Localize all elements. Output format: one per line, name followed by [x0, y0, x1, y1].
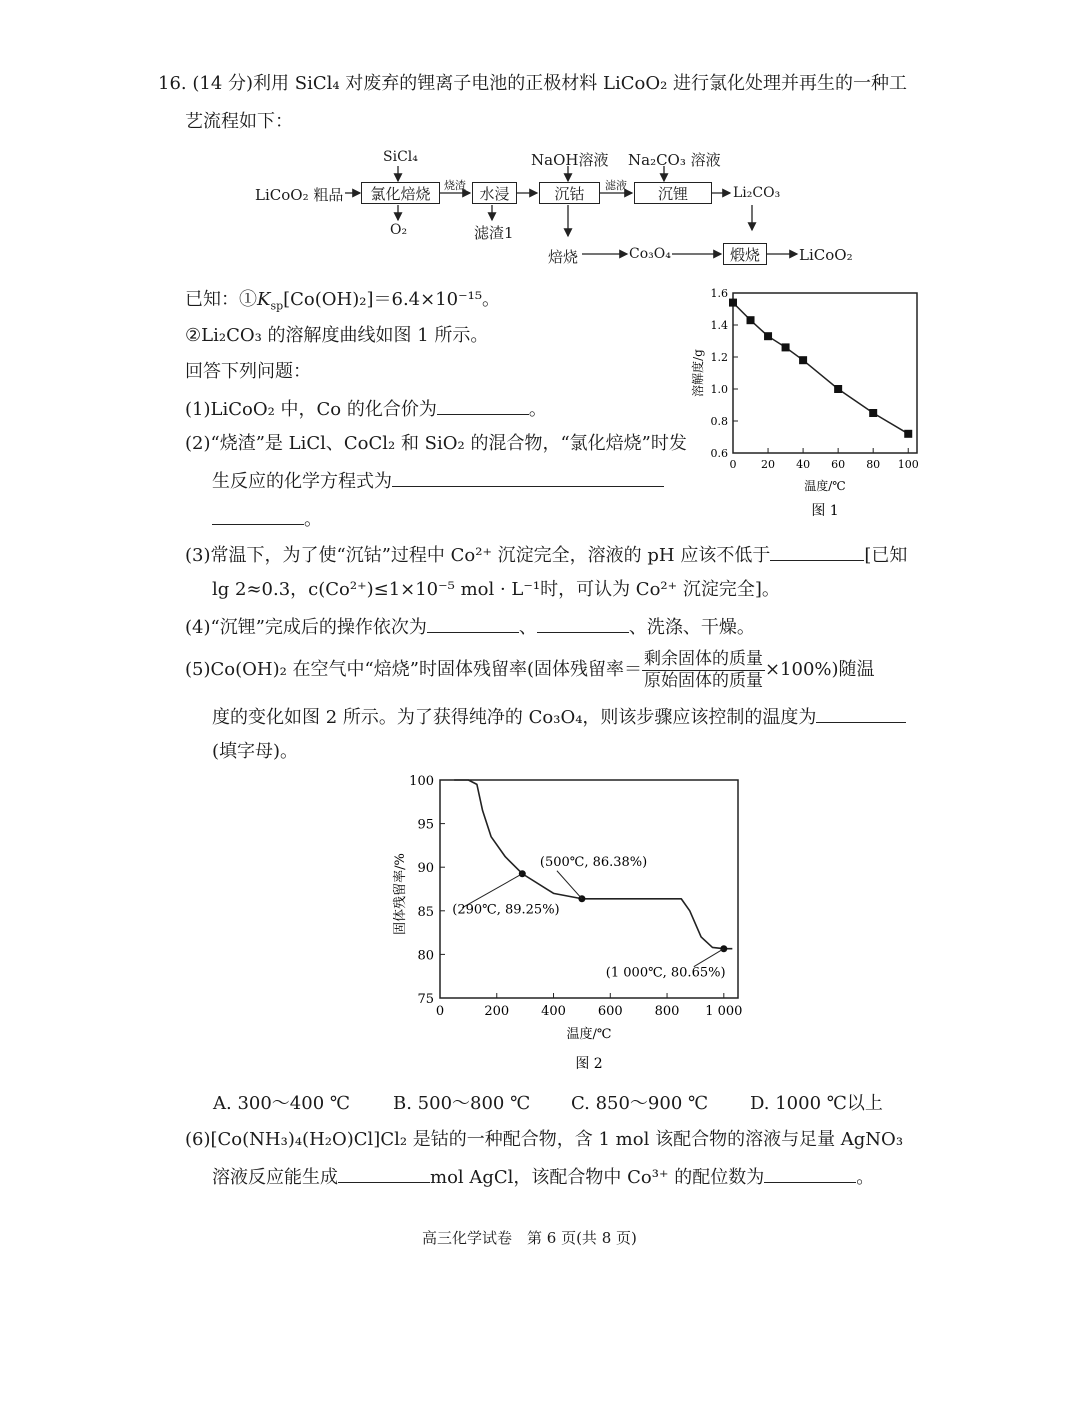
fig2-x-tick-label: 600: [597, 1004, 623, 1019]
fig2-x-tick-label: 400: [541, 1004, 566, 1019]
residue-rate-fraction: $\frac{\text{剩余固体的质量}}{\text{原始固体的质量}}$: [643, 648, 763, 691]
fig1-data-point: [799, 356, 807, 364]
fig1-y-tick-label: 1.4: [710, 319, 728, 332]
fig2-title: 图 2: [575, 1056, 603, 1072]
flow-start-material: LiCoO₂ 粗品: [255, 186, 344, 204]
question-4: (4)“沉锂”完成后的操作依次为 、 、洗涤、干燥。: [185, 614, 755, 640]
answer-blank-q1[interactable]: [437, 396, 529, 415]
fig1-x-tick-label: 40: [796, 458, 811, 471]
fig1-plot-frame: [733, 293, 917, 453]
question-5-line-1: (5)Co(OH)₂ 在空气中“焙烧”时固体残留率(固体残留率＝ $\frac{\text{剩余固体的质量}}{\text{原始固体的质量}}$ ×100%)随温: [185, 648, 875, 691]
fig2-x-tick-label: 0: [435, 1004, 445, 1019]
answer-blank-q4-a[interactable]: [427, 614, 519, 633]
question-16-line-1: 16. (14 分)利用 SiCl₄ 对废弃的锂离子电池的正极材料 LiCoO₂ 进行氯化处理并再生的一种工: [158, 73, 908, 94]
question-3-line-2: lg 2≈0.3，c(Co²⁺)≤1×10⁻⁵ mol · L⁻¹时，可认为 Co²⁺ 沉淀完全]。: [212, 579, 780, 600]
fig1-y-tick-label: 1.0: [710, 383, 728, 396]
fig1-title: 图 1: [811, 503, 839, 519]
answer-blank-q2-a[interactable]: [392, 468, 664, 487]
question-6-line-2: 溶液反应能生成 mol AgCl，该配合物中 Co³⁺ 的配位数为 。: [212, 1164, 874, 1190]
fig1-x-tick-label: 80: [866, 458, 881, 471]
flow-box-chlorination-roasting: 氯化焙烧: [361, 182, 440, 204]
question-5-line-2: 度的变化如图 2 所示。为了获得纯净的 Co₃O₄，则该步骤应该控制的温度为: [212, 704, 906, 730]
fig1-x-tick-label: 0: [729, 458, 737, 471]
option-c[interactable]: C. 850～900 ℃: [571, 1093, 709, 1114]
fig2-y-tick-label: 95: [417, 817, 434, 833]
fig1-data-point: [782, 343, 790, 351]
answer-blank-q5[interactable]: [816, 704, 906, 723]
fig1-x-axis-label: 温度/℃: [804, 479, 846, 493]
fig1-data-point: [729, 299, 737, 307]
flow-input-sicl4: SiCl₄: [383, 149, 418, 165]
flow-co3o4: Co₃O₄: [629, 246, 671, 262]
fig2-y-tick-label: 90: [417, 861, 434, 877]
answer-blank-q4-b[interactable]: [537, 614, 629, 633]
answer-blank-q6-b[interactable]: [764, 1164, 856, 1183]
question-2-line-3: 。: [212, 506, 322, 532]
known-condition-2: ②Li₂CO₃ 的溶解度曲线如图 1 所示。: [185, 325, 489, 346]
flow-box-lithium-precipitation: 沉锂: [634, 182, 712, 204]
flow-input-na2co3: Na₂CO₃ 溶液: [628, 151, 721, 169]
answer-blank-q3[interactable]: [770, 542, 864, 561]
option-a[interactable]: A. 300～400 ℃: [213, 1093, 351, 1114]
flow-input-naoh: NaOH溶液: [531, 151, 609, 169]
fig2-annotation-label: (1 000℃, 80.65%): [605, 965, 726, 981]
flow-box-calcination: 煅烧: [723, 243, 767, 265]
fig1-data-point: [764, 332, 772, 340]
fig2-y-axis-label: 固体残留率/%: [393, 853, 408, 935]
flow-box-water-leach: 水浸: [472, 182, 517, 204]
flow-product-licoo2: LiCoO₂: [799, 246, 853, 264]
fig2-y-tick-label: 85: [417, 904, 434, 920]
option-b[interactable]: B. 500～800 ℃: [393, 1093, 531, 1114]
flow-arrow-label-roast-slag: 烧渣: [444, 179, 466, 192]
fig1-y-tick-label: 1.6: [710, 287, 728, 300]
flow-output-residue-1: 滤渣1: [474, 224, 514, 242]
question-3-line-1: (3)常温下，为了使“沉钴”过程中 Co²⁺ 沉淀完全，溶液的 pH 应该不低于 [已知: [185, 542, 907, 568]
option-d[interactable]: D. 1000 ℃以上: [750, 1093, 883, 1114]
fig2-x-tick-label: 800: [654, 1004, 680, 1019]
question-1: (1)LiCoO₂ 中，Co 的化合价为 。: [185, 396, 547, 422]
fig2-annotation-leader: [694, 949, 724, 967]
fig1-x-tick-label: 60: [831, 458, 846, 471]
question-5-line-3: (填字母)。: [212, 741, 299, 762]
fig2-annotation-label: (290℃, 89.25%): [452, 902, 560, 918]
fig1-data-point: [834, 385, 842, 393]
fig2-x-tick-label: 200: [484, 1004, 510, 1019]
figure-2-residue-chart: [380, 775, 780, 1075]
fig1-data-point: [869, 409, 877, 417]
fig1-series-line: [733, 303, 908, 434]
question-6-line-1: (6)[Co(NH₃)₄(H₂O)Cl]Cl₂ 是钴的一种配合物，含 1 mol 该配合物的溶液与足量 AgNO₃: [185, 1129, 904, 1150]
answer-prompt: 回答下列问题：: [185, 361, 311, 382]
question-16-line-2: 艺流程如下：: [185, 111, 293, 132]
fig1-data-point: [747, 316, 755, 324]
fig1-data-point: [904, 430, 912, 438]
fig1-x-tick-label: 100: [897, 458, 919, 471]
flow-product-li2co3: Li₂CO₃: [733, 185, 781, 201]
fig2-annotation-label: (500℃, 86.38%): [539, 854, 648, 870]
fig1-y-tick-label: 0.6: [710, 447, 728, 460]
fig2-y-tick-label: 80: [417, 948, 434, 964]
fig2-x-axis-label: 温度/℃: [566, 1027, 612, 1042]
fig1-y-tick-label: 0.8: [710, 415, 728, 428]
question-2-line-2: 生反应的化学方程式为: [212, 468, 664, 494]
fig2-y-tick-label: 100: [409, 775, 434, 789]
known-condition-1: 已知：$①K_{sp}[Co(OH)_2]=6.4\times 10^{-15}$。: [185, 289, 501, 313]
flow-box-cobalt-precipitation: 沉钴: [539, 182, 600, 204]
fig1-y-tick-label: 1.2: [710, 351, 728, 364]
flow-arrow-label-filtrate: 滤液: [605, 179, 627, 192]
fig1-x-tick-label: 20: [761, 458, 776, 471]
flow-output-o2: O₂: [390, 222, 408, 238]
answer-blank-q2-b[interactable]: [212, 506, 304, 525]
figure-1-solubility-chart: [685, 285, 945, 520]
page-footer: 高三化学试卷 第 6 页(共 8 页): [422, 1229, 637, 1247]
question-2-line-1: (2)“烧渣”是 LiCl、CoCl₂ 和 SiO₂ 的混合物，“氯化焙烧”时发: [185, 433, 687, 454]
answer-blank-q6-a[interactable]: [338, 1164, 430, 1183]
fig1-y-axis-label: 溶解度/g: [691, 349, 705, 397]
flow-arrows: [0, 0, 1080, 280]
fig2-y-tick-label: 75: [417, 992, 434, 1007]
fig2-x-tick-label: 1 000: [705, 1004, 743, 1019]
flow-roast-label: 焙烧: [548, 248, 579, 266]
